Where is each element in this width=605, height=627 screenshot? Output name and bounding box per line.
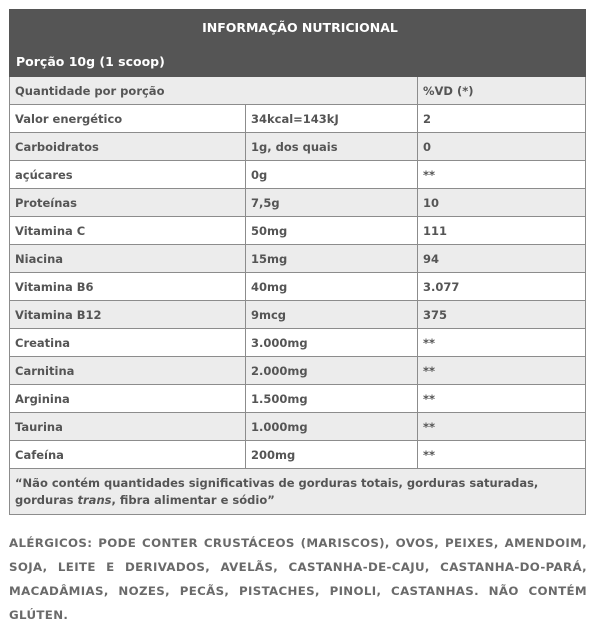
nutrient-name: Proteínas bbox=[10, 189, 246, 217]
nutrient-name: Cafeína bbox=[10, 441, 246, 469]
nutrient-amount: 9mcg bbox=[246, 301, 418, 329]
nutrient-amount: 40mg bbox=[246, 273, 418, 301]
table-title: INFORMAÇÃO NUTRICIONAL bbox=[10, 10, 586, 46]
nutrient-vd: 94 bbox=[418, 245, 586, 273]
nutrient-vd: 3.077 bbox=[418, 273, 586, 301]
nutrient-vd: ** bbox=[418, 161, 586, 189]
nutrient-name: Vitamina B12 bbox=[10, 301, 246, 329]
nutrient-name: açúcares bbox=[10, 161, 246, 189]
table-row bbox=[10, 217, 586, 245]
nutrient-amount: 7,5g bbox=[246, 189, 418, 217]
table-row bbox=[10, 105, 586, 133]
table-row bbox=[10, 133, 586, 161]
table-row bbox=[10, 441, 586, 469]
nutrient-vd: 2 bbox=[418, 105, 586, 133]
footnote-row bbox=[10, 469, 586, 515]
nutrient-name: Niacina bbox=[10, 245, 246, 273]
nutrient-vd: ** bbox=[418, 441, 586, 469]
nutrient-name: Creatina bbox=[10, 329, 246, 357]
table-row bbox=[10, 385, 586, 413]
table-row bbox=[10, 189, 586, 217]
nutrient-vd: 375 bbox=[418, 301, 586, 329]
nutrient-amount: 0g bbox=[246, 161, 418, 189]
footnote bbox=[10, 469, 586, 515]
nutrient-name: Taurina bbox=[10, 413, 246, 441]
table-title-row bbox=[10, 10, 586, 46]
footnote-text-italic: trans bbox=[77, 493, 112, 507]
nutrient-name: Vitamina B6 bbox=[10, 273, 246, 301]
nutrient-vd: ** bbox=[418, 329, 586, 357]
nutrient-vd: ** bbox=[418, 413, 586, 441]
nutrient-amount: 1g, dos quais bbox=[246, 133, 418, 161]
nutrient-name: Arginina bbox=[10, 385, 246, 413]
column-header-quantity: Quantidade por porção bbox=[10, 77, 418, 105]
nutrient-vd: 111 bbox=[418, 217, 586, 245]
nutrient-amount: 200mg bbox=[246, 441, 418, 469]
nutrient-amount: 1.500mg bbox=[246, 385, 418, 413]
nutrient-vd: ** bbox=[418, 357, 586, 385]
table-row bbox=[10, 273, 586, 301]
table-row bbox=[10, 161, 586, 189]
nutrient-amount: 2.000mg bbox=[246, 357, 418, 385]
table-row bbox=[10, 245, 586, 273]
nutrient-amount: 15mg bbox=[246, 245, 418, 273]
nutrient-name: Vitamina C bbox=[10, 217, 246, 245]
table-row bbox=[10, 357, 586, 385]
nutrient-amount: 34kcal=143kJ bbox=[246, 105, 418, 133]
table-row bbox=[10, 329, 586, 357]
nutrition-table bbox=[9, 9, 586, 515]
table-row bbox=[10, 301, 586, 329]
nutrient-vd: 10 bbox=[418, 189, 586, 217]
allergen-notice: ALÉRGICOS: PODE CONTER CRUSTÁCEOS (MARISCOS), OVOS, PEIXES, AMENDOIM, SOJA, LEITE E DERIVADOS, AVELÃS, CASTANHA-DE-CAJU, CASTANHA-DO-PARÁ, MACADÂMIAS, NOZES, PECÃS, PISTACHES, PINOLI, CASTANHAS. NÃO CONTÉM GLÚTEN. bbox=[9, 536, 587, 622]
footnote-text-start: “Não contém quantidades significativas de gorduras totais, gorduras saturadas, gorduras bbox=[15, 476, 539, 507]
nutrient-name: Carnitina bbox=[10, 357, 246, 385]
nutrition-facts bbox=[9, 9, 585, 515]
nutrient-amount: 50mg bbox=[246, 217, 418, 245]
table-row bbox=[10, 413, 586, 441]
nutrient-name: Carboidratos bbox=[10, 133, 246, 161]
nutrient-amount: 3.000mg bbox=[246, 329, 418, 357]
nutrient-vd: ** bbox=[418, 385, 586, 413]
portion-row bbox=[10, 46, 586, 77]
column-header-vd: %VD (*) bbox=[418, 77, 586, 105]
footnote-text-end: , fibra alimentar e sódio” bbox=[111, 493, 275, 507]
column-header-row bbox=[10, 77, 586, 105]
portion-label: Porção 10g (1 scoop) bbox=[10, 46, 586, 77]
nutrient-amount: 1.000mg bbox=[246, 413, 418, 441]
nutrient-vd: 0 bbox=[418, 133, 586, 161]
nutrient-name: Valor energético bbox=[10, 105, 246, 133]
